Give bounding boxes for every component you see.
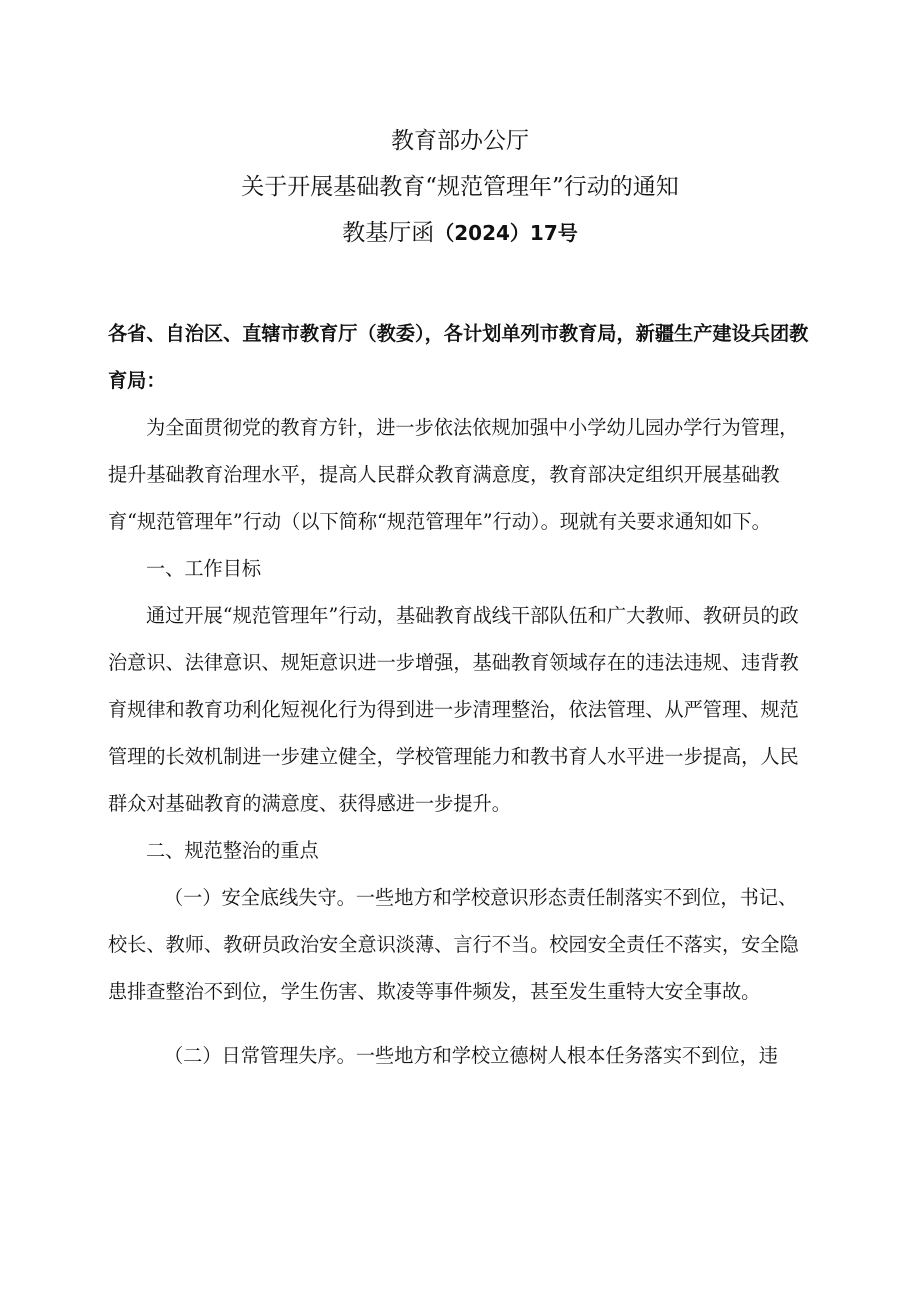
document-title: 关于开展基础教育“规范管理年”行动的通知 — [241, 174, 679, 200]
issuer-line: 教育部办公厅 — [391, 128, 529, 154]
salutation: 各省、自治区、直辖市教育厅（教委），各计划单列市教育局，新疆生产建设兵团教育局： — [108, 322, 809, 392]
document-body — [108, 404, 812, 1079]
focus-item-management: （二）日常管理失序。一些地方和学校立德树人根本任务落实不到位，违 — [164, 1044, 778, 1067]
document-number — [0, 210, 920, 256]
intro-paragraph: 为全面贯彻党的教育方针，进一步依法依规加强中小学幼儿园办学行为管理，提升基础教育治理水平，提高人民群众教育满意度，教育部决定组织开展基础教育“规范管理年”行动（以下简称“规范管理年”行动）。现就有关要求通知如下。 — [108, 416, 799, 533]
document-number-year: （2024） — [434, 221, 530, 245]
focus-item-safety: （一）安全底线失守。一些地方和学校意识形态责任制落实不到位，书记、校长、教师、教研员政治安全意识淡薄、言行不当。校园安全责任不落实，安全隐患排查整治不到位，学生伤害、欺凌等事件频发，甚至发生重特大安全事故。 — [108, 886, 799, 1003]
goals-paragraph: 通过开展“规范管理年”行动，基础教育战线干部队伍和广大教师、教研员的政治意识、法律意识、规矩意识进一步增强，基础教育领域存在的违法违规、违背教育规律和教育功利化短视化行为得到进一步清理整治，依法管理、从严管理、规范管理的长效机制进一步建立健全，学校管理能力和教书育人水平进一步提高，人民群众对基础教育的满意度、获得感进一步提升。 — [108, 604, 799, 815]
document-header — [0, 118, 920, 256]
document-number-prefix: 教基厅函 — [342, 220, 435, 246]
section-heading-focus: 二、规范整治的重点 — [146, 839, 319, 862]
section-heading-goals: 一、工作目标 — [146, 557, 262, 580]
document-number-suffix: 17号 — [529, 221, 578, 245]
